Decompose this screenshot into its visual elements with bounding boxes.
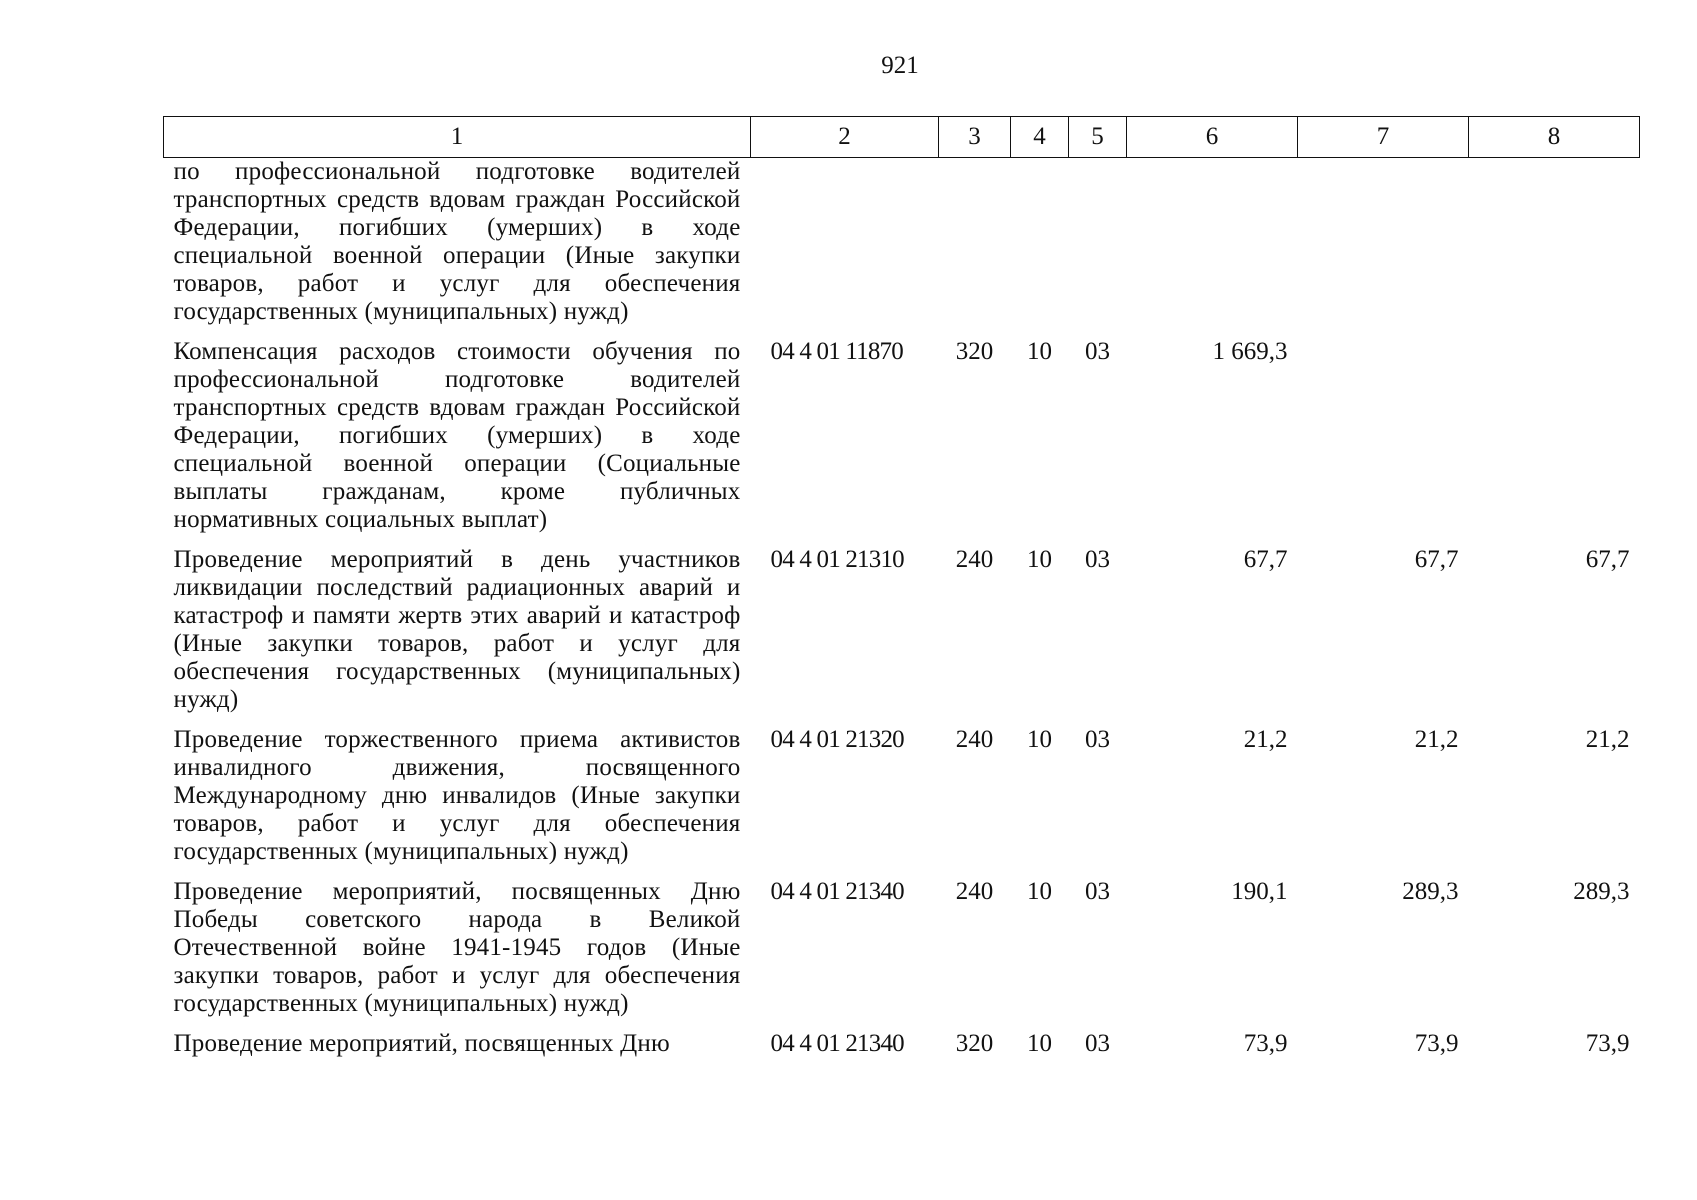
table-row <box>164 158 1640 339</box>
row-col7: 21,2 <box>1414 726 1459 753</box>
row-col7: 67,7 <box>1414 546 1459 573</box>
row-col4: 10 <box>1027 878 1052 905</box>
row-col4: 10 <box>1027 546 1052 573</box>
row-col8: 67,7 <box>1585 546 1630 573</box>
table-row <box>164 546 1640 726</box>
row-col5 <box>1069 158 1127 339</box>
header-row <box>164 117 1640 158</box>
row-col4: 10 <box>1027 338 1052 365</box>
row-col7 <box>1298 338 1469 546</box>
row-col3: 240 <box>955 726 994 753</box>
row-description: Компенсация расходов стоимости обучения по профессиональной подготовке водителей транспортных средств вдовам граждан Российской Федерации, погибших (умерших) в ходе специальной военной операции (Социальные выплаты гражданам, кроме публичных нормативных социальных выплат) <box>173 338 741 533</box>
column-header-8: 8 <box>1469 117 1640 158</box>
page-number: 921 <box>881 52 919 79</box>
row-code <box>751 158 939 339</box>
row-col8: 21,2 <box>1585 726 1630 753</box>
column-header-4: 4 <box>1011 117 1069 158</box>
row-code: 04 4 01 21340 <box>770 1030 904 1057</box>
row-col5: 03 <box>1085 1030 1110 1057</box>
table-row <box>164 1030 1640 1070</box>
row-col8: 73,9 <box>1585 1030 1630 1057</box>
row-col8: 289,3 <box>1573 878 1630 905</box>
row-code: 04 4 01 21340 <box>770 878 904 905</box>
row-col4 <box>1011 158 1069 339</box>
row-col4: 10 <box>1027 1030 1052 1057</box>
row-code: 04 4 01 21320 <box>770 726 904 753</box>
row-col4: 10 <box>1027 726 1052 753</box>
row-description: Проведение мероприятий, посвященных Дню <box>173 1030 670 1057</box>
row-col6: 21,2 <box>1243 726 1288 753</box>
row-col6: 67,7 <box>1243 546 1288 573</box>
row-col5: 03 <box>1085 546 1110 573</box>
row-col6: 1 669,3 <box>1212 338 1288 365</box>
column-header-6: 6 <box>1127 117 1298 158</box>
row-col8 <box>1469 338 1640 546</box>
row-col3: 240 <box>955 878 994 905</box>
row-col6 <box>1127 158 1298 339</box>
row-col5: 03 <box>1085 726 1110 753</box>
row-col3: 240 <box>955 546 994 573</box>
column-header-7: 7 <box>1298 117 1469 158</box>
row-col3: 320 <box>955 1030 994 1057</box>
table-row <box>164 338 1640 546</box>
row-col3 <box>939 158 1011 339</box>
table-row <box>164 878 1640 1030</box>
row-description: Проведение мероприятий, посвященных Дню Победы советского народа в Великой Отечественной войне 1941-1945 годов (Иные закупки товаров, работ и услуг для обеспечения государственных (муниципальных) нужд) <box>173 878 741 1017</box>
row-col3: 320 <box>955 338 994 365</box>
row-col5: 03 <box>1085 878 1110 905</box>
column-header-3: 3 <box>939 117 1011 158</box>
row-col6: 73,9 <box>1243 1030 1288 1057</box>
row-description: по профессиональной подготовке водителей транспортных средств вдовам граждан Российской Федерации, погибших (умерших) в ходе специальной военной операции (Иные закупки товаров, работ и услуг для обеспечения государственных (муниципальных) нужд) <box>173 158 741 325</box>
row-description: Проведение мероприятий в день участников ликвидации последствий радиационных аварий и катастроф и памяти жертв этих аварий и катастроф (Иные закупки товаров, работ и услуг для обеспечения государственных (муниципальных) нужд) <box>173 546 741 713</box>
row-code: 04 4 01 11870 <box>770 338 903 365</box>
row-col7: 73,9 <box>1414 1030 1459 1057</box>
column-header-5: 5 <box>1069 117 1127 158</box>
row-description: Проведение торжественного приема активистов инвалидного движения, посвященного Международному дню инвалидов (Иные закупки товаров, работ и услуг для обеспечения государственных (муниципальных) нужд) <box>173 726 741 865</box>
row-code: 04 4 01 21310 <box>770 546 904 573</box>
row-col7 <box>1298 158 1469 339</box>
column-header-1: 1 <box>164 117 751 158</box>
row-col5: 03 <box>1085 338 1110 365</box>
row-col8 <box>1469 158 1640 339</box>
column-header-2: 2 <box>751 117 939 158</box>
budget-table <box>163 116 1640 1070</box>
table-row <box>164 726 1640 878</box>
row-col6: 190,1 <box>1231 878 1288 905</box>
row-col7: 289,3 <box>1402 878 1459 905</box>
